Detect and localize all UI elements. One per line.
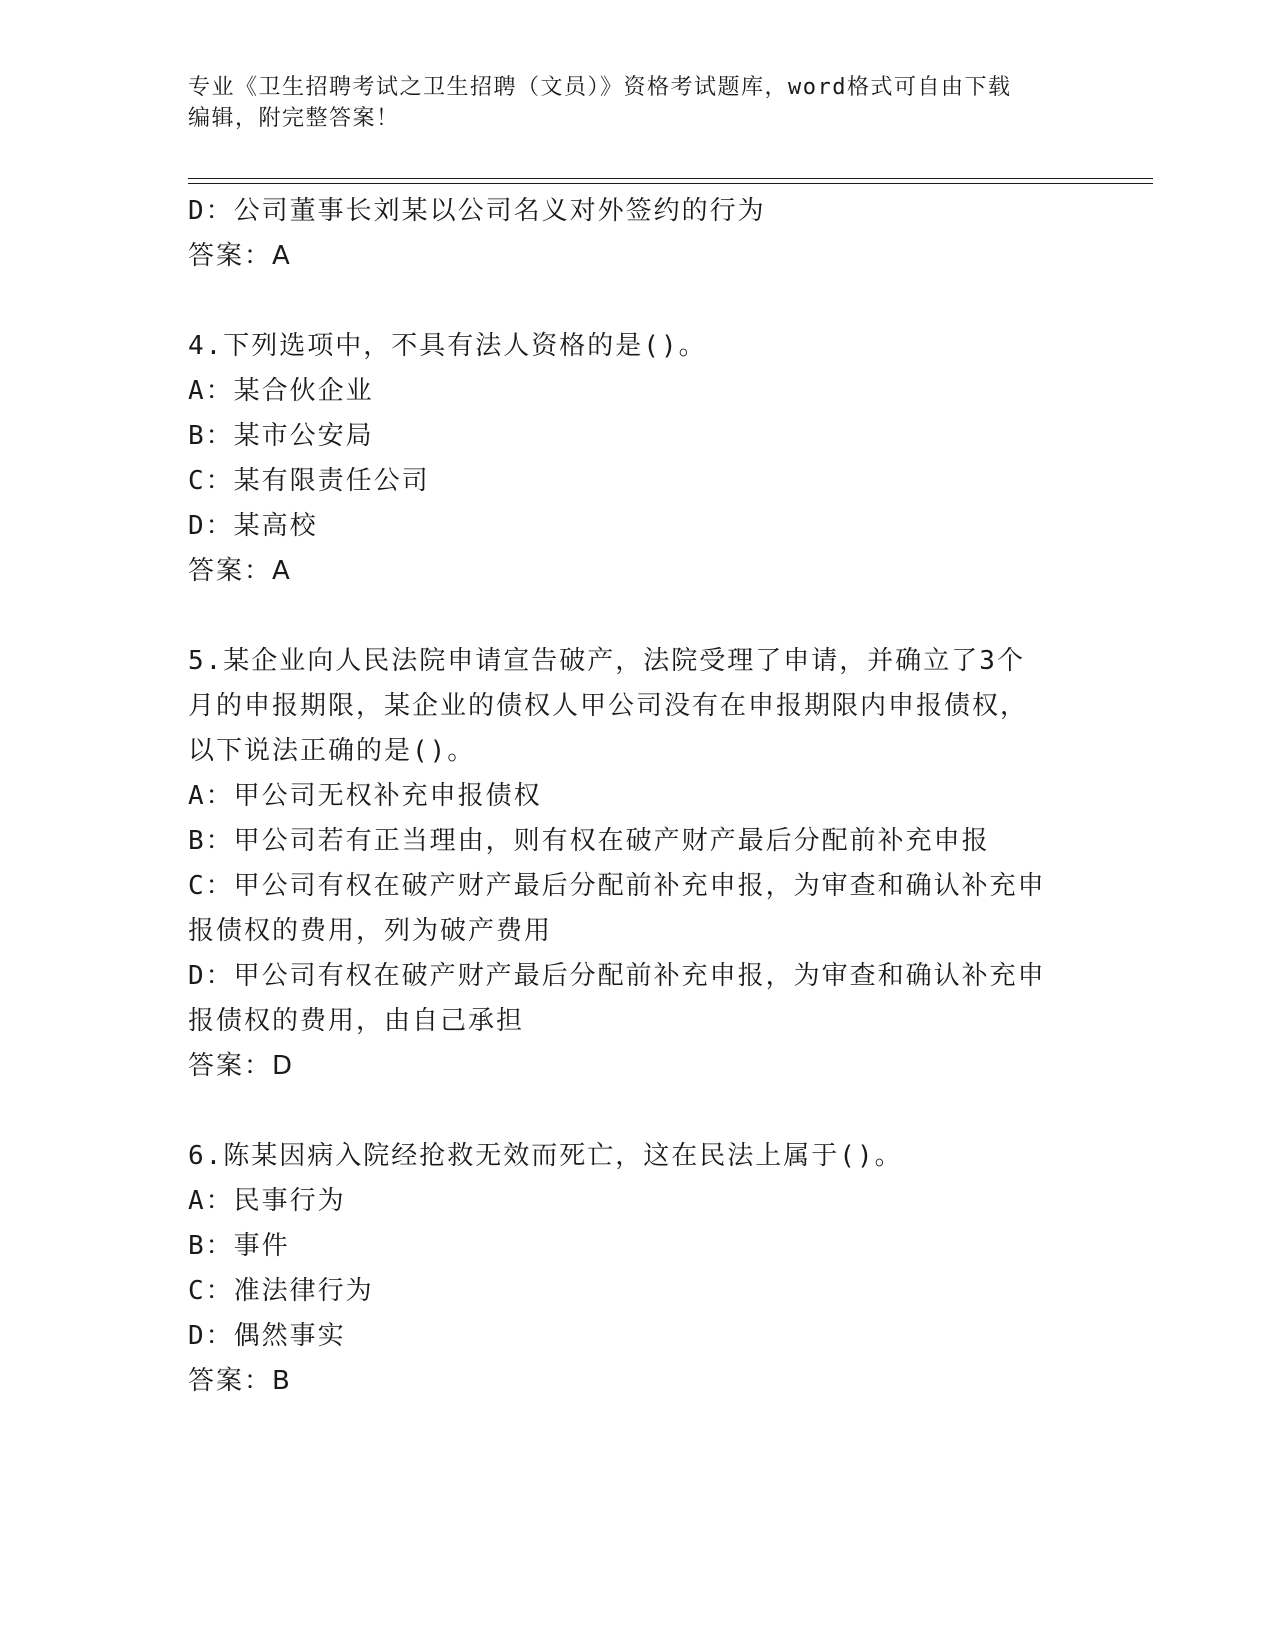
page-header [188, 72, 1088, 134]
option-a: A：民事行为 [188, 1186, 346, 1216]
header-line-2: 编辑，附完整答案！ [188, 106, 400, 131]
option-c-line-2: 报债权的费用，列为破产费用 [188, 916, 553, 946]
question-4 [188, 324, 1088, 594]
answer: 答案：A [188, 241, 292, 271]
answer: 答案：D [188, 1051, 295, 1081]
option-d: D：公司董事长刘某以公司名义对外签约的行为 [188, 196, 766, 226]
question-list [188, 189, 1088, 1404]
spacer [188, 594, 1088, 639]
header-divider-top [188, 178, 1153, 179]
option-c: C：某有限责任公司 [188, 466, 430, 496]
answer: 答案：A [188, 556, 292, 586]
option-a: A：甲公司无权补充申报债权 [188, 781, 542, 811]
option-d-line-1: D：甲公司有权在破产财产最后分配前补充申报，为审查和确认补充申 [188, 961, 1046, 991]
option-d: D：某高校 [188, 511, 318, 541]
question-6 [188, 1134, 1088, 1404]
header-divider-bottom [188, 183, 1153, 184]
spacer [188, 1089, 1088, 1134]
header-line-1: 专业《卫生招聘考试之卫生招聘（文员）》资格考试题库，word格式可自由下载 [188, 75, 1012, 100]
question-3-tail [188, 189, 1088, 279]
question-text-line-2: 月的申报期限，某企业的债权人甲公司没有在申报期限内申报债权， [188, 691, 1029, 721]
option-b: B：某市公安局 [188, 421, 374, 451]
option-c: C：准法律行为 [188, 1276, 374, 1306]
question-5 [188, 639, 1088, 1089]
question-text: 6.陈某因病入院经抢救无效而死亡，这在民法上属于()。 [188, 1141, 903, 1171]
option-b: B：甲公司若有正当理由，则有权在破产财产最后分配前补充申报 [188, 826, 990, 856]
option-b: B：事件 [188, 1231, 290, 1261]
question-text: 4.下列选项中，不具有法人资格的是()。 [188, 331, 707, 361]
option-d-line-2: 报债权的费用，由自己承担 [188, 1006, 525, 1036]
question-text-line-1: 5.某企业向人民法院申请宣告破产，法院受理了申请，并确立了3个 [188, 646, 1025, 676]
option-c-line-1: C：甲公司有权在破产财产最后分配前补充申报，为审查和确认补充申 [188, 871, 1046, 901]
option-d: D：偶然事实 [188, 1321, 346, 1351]
spacer [188, 279, 1088, 324]
question-text-line-3: 以下说法正确的是()。 [188, 736, 476, 766]
option-a: A：某合伙企业 [188, 376, 374, 406]
answer: 答案：B [188, 1366, 292, 1396]
